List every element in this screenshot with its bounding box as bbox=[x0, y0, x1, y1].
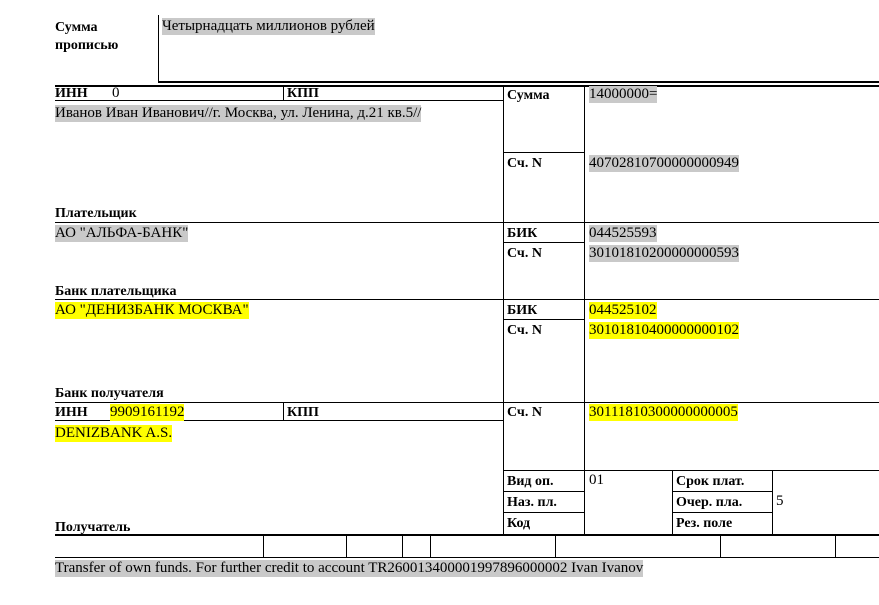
recipient-acc-value: 30111810300000000005 bbox=[589, 404, 738, 420]
divider bbox=[55, 100, 503, 101]
divider bbox=[55, 534, 879, 536]
divider bbox=[55, 557, 879, 558]
divider bbox=[503, 512, 585, 513]
naz-pl-label: Наз. пл. bbox=[507, 495, 557, 510]
divider bbox=[158, 81, 879, 83]
payer-bank-bik-label: БИК bbox=[507, 226, 538, 241]
payer-bank-bik-value: 044525593 bbox=[589, 225, 657, 241]
payer-inn-label: ИНН bbox=[55, 86, 88, 101]
recipient-bank-bik-value: 044525102 bbox=[589, 302, 657, 318]
divider bbox=[283, 85, 284, 101]
divider bbox=[720, 534, 721, 558]
amount-value: 14000000= bbox=[589, 86, 658, 102]
recipient-kpp-label: КПП bbox=[287, 405, 319, 420]
divider bbox=[555, 534, 556, 558]
divider bbox=[503, 319, 585, 320]
divider bbox=[503, 152, 585, 153]
recipient-bank-bik-label: БИК bbox=[507, 303, 538, 318]
payer-bank-acc-value: 30101810200000000593 bbox=[589, 245, 739, 261]
payer-name: Иванов Иван Иванович//г. Москва, ул. Ленина, д.21 кв.5// bbox=[55, 105, 422, 121]
payer-account-value: 40702810700000000949 bbox=[589, 155, 739, 171]
divider bbox=[158, 15, 159, 82]
payer-bank-label: Банк плательщика bbox=[55, 284, 177, 299]
recipient-name: DENIZBANK A.S. bbox=[55, 425, 173, 441]
divider bbox=[672, 470, 673, 534]
payer-kpp-label: КПП bbox=[287, 86, 319, 101]
vid-op-label: Вид оп. bbox=[507, 474, 554, 489]
recipient-inn-label: ИНН bbox=[55, 405, 88, 420]
payer-label: Плательщик bbox=[55, 206, 137, 221]
recipient-bank-acc-label: Сч. N bbox=[507, 323, 542, 338]
payer-inn-value: 0 bbox=[112, 85, 120, 101]
divider bbox=[772, 470, 773, 534]
recipient-inn-value: 9909161192 bbox=[110, 404, 185, 420]
recipient-acc-label: Сч. N bbox=[507, 405, 542, 420]
divider bbox=[503, 491, 585, 492]
divider bbox=[503, 222, 879, 223]
recipient-bank-acc-value: 30101810400000000102 bbox=[589, 322, 739, 338]
divider bbox=[55, 222, 503, 223]
amount-words-label-2: прописью bbox=[55, 38, 119, 53]
amount-label: Сумма bbox=[507, 88, 550, 103]
divider bbox=[503, 85, 504, 534]
divider bbox=[402, 534, 403, 558]
recipient-bank-name: АО "ДЕНИЗБАНК МОСКВА" bbox=[55, 302, 249, 318]
kod-label: Код bbox=[507, 516, 531, 531]
rez-label: Рез. поле bbox=[676, 516, 733, 531]
amount-words-value: Четырнадцать миллионов рублей bbox=[162, 18, 375, 34]
divider bbox=[283, 402, 284, 421]
ocher-label: Очер. пла. bbox=[676, 495, 743, 510]
divider bbox=[503, 402, 879, 403]
payment-purpose: Transfer of own funds. For further credit to account TR260013400001997896000002 Ivan Ivanov bbox=[55, 560, 644, 576]
payer-bank-acc-label: Сч. N bbox=[507, 246, 542, 261]
srok-label: Срок плат. bbox=[676, 474, 745, 489]
divider bbox=[584, 85, 585, 534]
ocher-value: 5 bbox=[776, 493, 784, 509]
divider bbox=[346, 534, 347, 558]
recipient-label: Получатель bbox=[55, 520, 131, 535]
divider bbox=[672, 512, 772, 513]
divider bbox=[263, 534, 264, 558]
amount-words-label: Сумма bbox=[55, 20, 98, 35]
recipient-bank-label: Банк получателя bbox=[55, 386, 164, 401]
divider bbox=[430, 534, 431, 558]
divider bbox=[503, 242, 585, 243]
vid-op-value: 01 bbox=[589, 472, 604, 488]
divider bbox=[55, 85, 879, 87]
divider bbox=[503, 299, 879, 300]
divider bbox=[672, 491, 772, 492]
divider bbox=[835, 534, 836, 558]
payer-account-label: Сч. N bbox=[507, 156, 542, 171]
payer-bank-name: АО "АЛЬФА-БАНК" bbox=[55, 225, 189, 241]
divider bbox=[55, 402, 503, 403]
divider bbox=[503, 470, 879, 471]
